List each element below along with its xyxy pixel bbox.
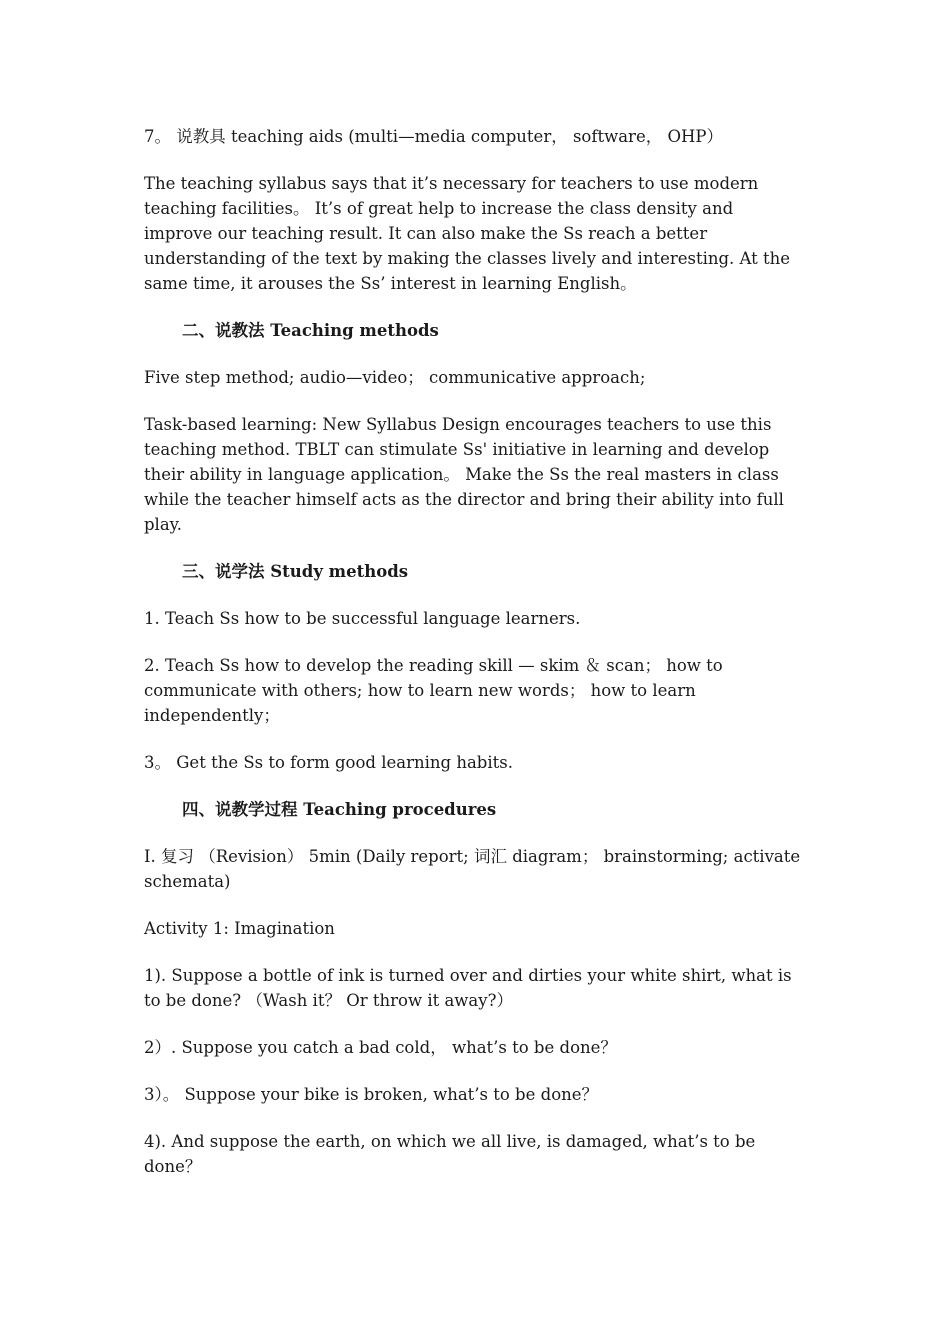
methods-line: Five step method; audio—video； communicative approach;: [144, 368, 646, 387]
methods-paragraph: Task-based learning: New Syllabus Design encourages teachers to use this teaching method. TBLT can stimulate Ss' initiative in learning and develop their ability in language application。 Make the Ss the real masters in class while the teacher himself acts as the director and bring their ability into full play.: [144, 415, 790, 534]
question-2: 2）. Suppose you catch a bad cold， what’s to be done？: [144, 1038, 617, 1057]
question-1: 1). Suppose a bottle of ink is turned over and dirties your white shirt, what is to be done? （Wash it？ Or throw it away?）: [144, 966, 797, 1010]
revision-line: I. 复习 （Revision） 5min (Daily report; 词汇 diagram； brainstorming; activate schemata): [144, 847, 806, 891]
heading-teaching-procedures: 四、说教学过程 Teaching procedures: [182, 800, 497, 819]
question-4: 4). And suppose the earth, on which we all live, is damaged, what’s to be done？: [144, 1132, 761, 1176]
teaching-aids-line: 7。 说教具 teaching aids (multi—media computer， software， OHP）: [144, 127, 723, 146]
study-method-3: 3。 Get the Ss to form good learning habits.: [144, 753, 513, 772]
teaching-aids-paragraph: The teaching syllabus says that it’s necessary for teachers to use modern teaching facilities。 It’s of great help to increase the class density and improve our teaching result. It can also make the Ss reach a better understanding of the text by making the classes lively and interesting. At the same time, it arouses the Ss’ interest in learning English。: [144, 174, 796, 293]
document-body: [144, 124, 804, 1201]
question-3: 3）。 Suppose your bike is broken, what’s to be done？: [144, 1085, 599, 1104]
heading-teaching-methods: 二、说教法 Teaching methods: [182, 321, 439, 340]
study-method-2: 2. Teach Ss how to develop the reading skill — skim ＆ scan； how to communicate with others; how to learn new words； how to learn independently；: [144, 656, 728, 725]
study-method-1: 1. Teach Ss how to be successful language learners.: [144, 609, 581, 628]
activity-title: Activity 1: Imagination: [144, 919, 335, 938]
heading-study-methods: 三、说学法 Study methods: [182, 562, 409, 581]
